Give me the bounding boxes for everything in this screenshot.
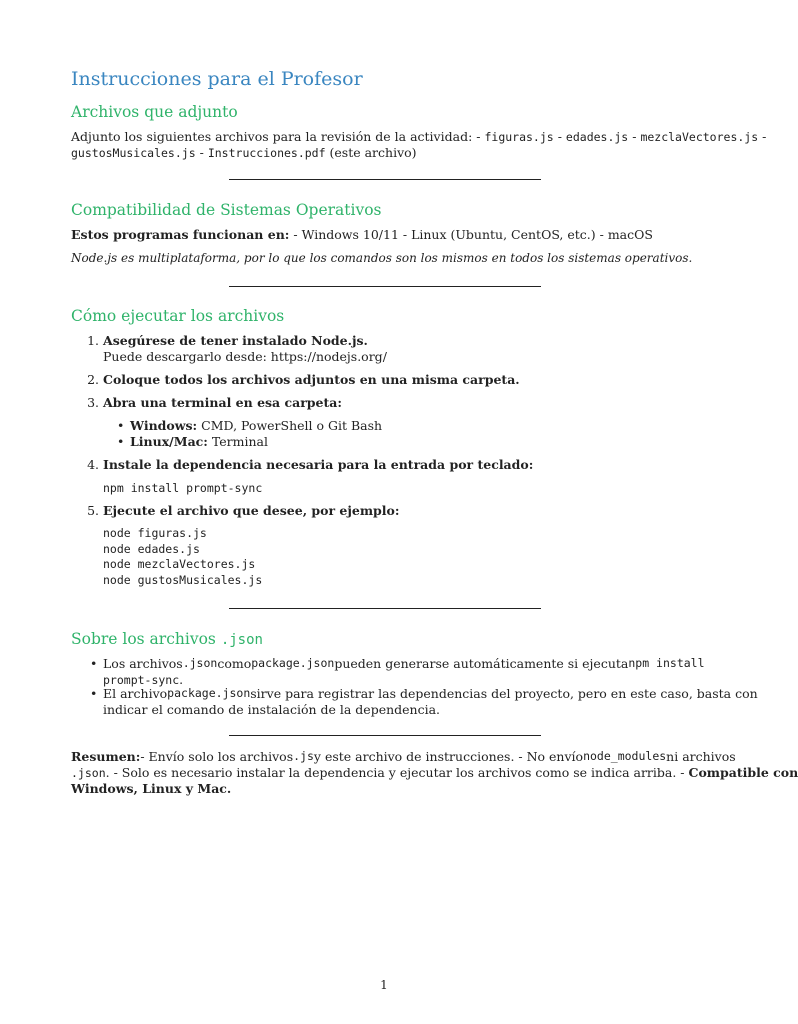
code: package.json — [167, 686, 251, 700]
text: como — [217, 656, 252, 671]
heading-json-code: .json — [220, 632, 263, 648]
summary-label: Resumen: — [71, 749, 141, 764]
attached-files-paragraph — [71, 129, 767, 161]
os-list: - Windows 10/11 - Linux (Ubuntu, CentOS, etc.) - macOS — [293, 227, 653, 242]
code: node_modules — [583, 749, 667, 763]
intro-text: Adjunto los siguientes archivos para la revisión de la actividad: - — [71, 129, 481, 144]
file-edades: edades.js — [565, 130, 629, 144]
code: npm install — [628, 656, 705, 670]
os-paragraph — [71, 227, 698, 243]
page-number: 1 — [380, 978, 388, 992]
summary-bold: Compatible con — [688, 764, 798, 780]
json-bullet-2-text — [103, 686, 758, 717]
text: Los archivos — [103, 656, 183, 671]
step-number: 1. — [87, 333, 99, 348]
text: . — [179, 671, 184, 687]
json-bullet-1-text — [103, 656, 705, 688]
text: - Envío solo los archivos — [140, 749, 294, 764]
tail-text: (este archivo) — [329, 145, 417, 160]
heading-archivos: Archivos que adjunto — [71, 103, 238, 121]
text: sirve para registrar las dependencias del proyecto, pero en este caso, basta con — [250, 686, 758, 701]
step-number: 3. — [87, 395, 99, 410]
code: .json — [182, 656, 218, 670]
os-lead: Estos programas funcionan en: — [71, 227, 290, 242]
heading-json-text: Sobre los archivos — [71, 630, 216, 648]
file-mezcla: mezclaVectores.js — [640, 130, 759, 144]
step-4-title: Instale la dependencia necesaria para la entrada por teclado: — [103, 457, 534, 472]
step-number: 4. — [87, 457, 99, 472]
step-1-url: Puede descargarlo desde: https://nodejs.org/ — [103, 349, 387, 364]
divider — [229, 735, 541, 736]
file-figuras: figuras.js — [484, 130, 554, 144]
heading-compatibilidad: Compatibilidad de Sistemas Operativos — [71, 201, 382, 219]
code: prompt-sync — [103, 672, 180, 687]
code-npm-install: npm install prompt-sync — [103, 481, 263, 495]
code-node-figuras: node figuras.js — [103, 526, 207, 540]
heading-json — [71, 630, 263, 648]
text: ni archivos — [666, 749, 736, 764]
step-3-title: Abra una terminal en esa carpeta: — [103, 395, 342, 410]
file-instrucciones: Instrucciones.pdf — [207, 146, 326, 160]
code: .js — [293, 749, 314, 763]
document-title: Instrucciones para el Profesor — [71, 68, 363, 90]
code: package.json — [251, 656, 335, 670]
bullet: • — [90, 656, 98, 671]
bullet-label: Windows: — [130, 418, 198, 433]
bullet: • — [117, 418, 125, 433]
divider — [229, 179, 541, 180]
bullet-label: Linux/Mac: — [130, 434, 208, 449]
code-node-gustos: node gustosMusicales.js — [103, 573, 263, 587]
bullet-windows — [130, 418, 382, 434]
bullet-linux — [130, 434, 268, 450]
separator: - — [199, 145, 204, 160]
bullet: • — [117, 434, 125, 449]
step-5-title: Ejecute el archivo que desee, por ejemplo: — [103, 503, 400, 518]
step-number: 5. — [87, 503, 99, 518]
divider — [229, 286, 541, 287]
divider — [229, 608, 541, 609]
separator: - — [632, 129, 637, 144]
code: .json — [71, 765, 106, 780]
file-gustos: gustosMusicales.js — [71, 146, 196, 160]
text: indicar el comando de instalación de la dependencia. — [103, 701, 441, 717]
code-node-mezcla: node mezclaVectores.js — [103, 557, 256, 571]
summary-paragraph — [71, 749, 798, 797]
heading-ejecutar: Cómo ejecutar los archivos — [71, 307, 285, 325]
node-note: Node.js es multiplataforma, por lo que los comandos son los mismos en todos los sistemas operativos. — [71, 251, 693, 265]
bullet-text: Terminal — [211, 434, 268, 449]
separator: - — [762, 129, 767, 144]
text: El archivo — [103, 686, 168, 701]
text: pueden generarse automáticamente si ejecuta — [334, 656, 629, 671]
step-number: 2. — [87, 372, 99, 387]
text: y este archivo de instrucciones. - No envío — [313, 749, 584, 764]
bullet: • — [90, 686, 98, 701]
summary-bold: Windows, Linux y Mac. — [71, 781, 232, 796]
step-1-title: Asegúrese de tener instalado Node.js. — [103, 333, 368, 348]
bullet-text: CMD, PowerShell o Git Bash — [201, 418, 383, 433]
step-2-title: Coloque todos los archivos adjuntos en una misma carpeta. — [103, 372, 520, 387]
separator: - — [557, 129, 562, 144]
text: . - Solo es necesario instalar la dependencia y ejecutar los archivos como se indica arriba. - — [105, 764, 685, 780]
code-node-edades: node edades.js — [103, 542, 200, 556]
